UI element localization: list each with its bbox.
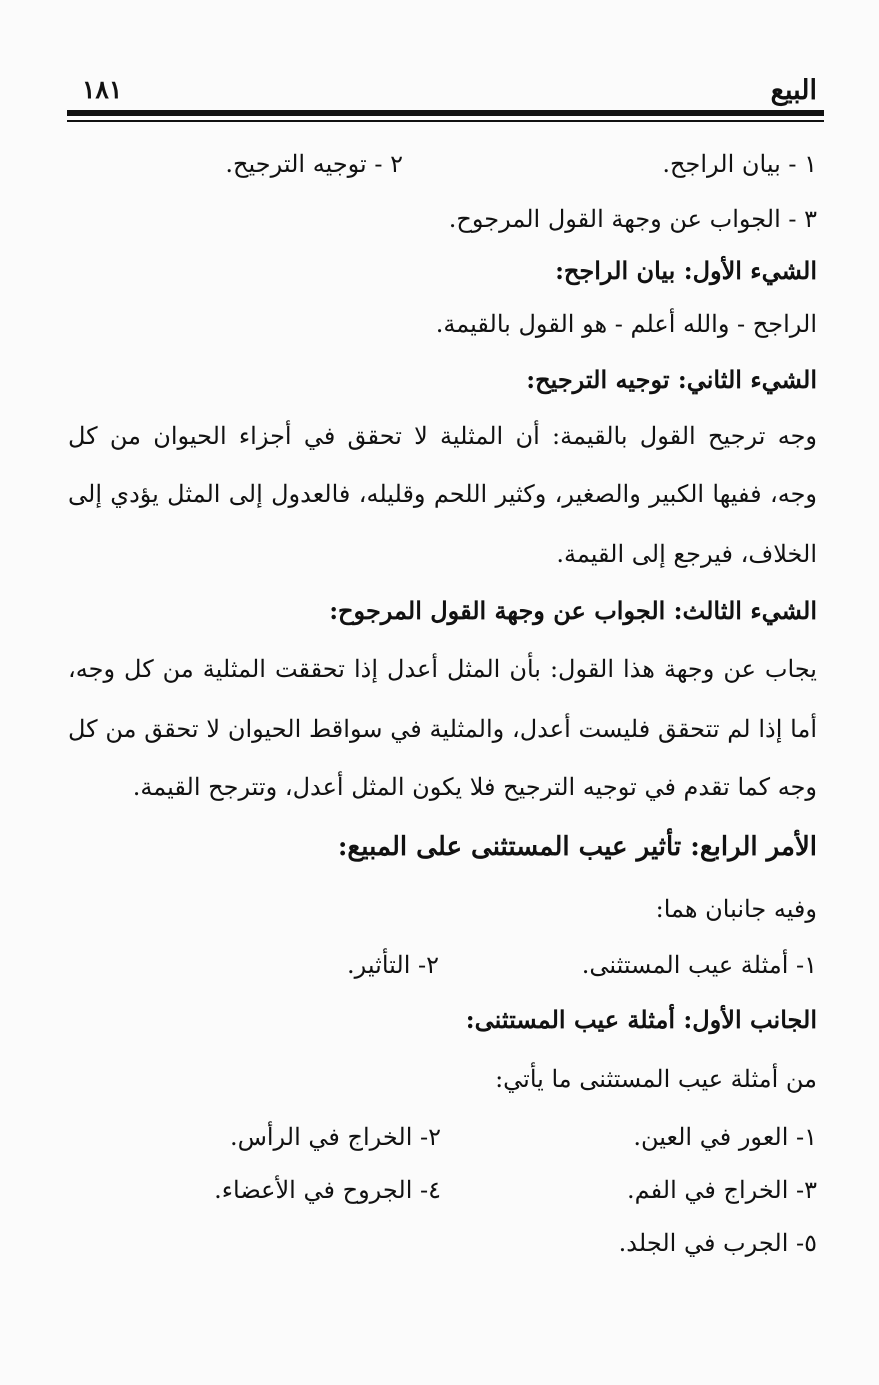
list-item: ٣- الخراج في الفم. xyxy=(627,1176,817,1204)
list-item: ١ - بيان الراجح. xyxy=(662,150,817,178)
list-item: ١- العور في العين. xyxy=(633,1123,817,1151)
paragraph-line: الخلاف، فيرجع إلى القيمة. xyxy=(556,540,817,568)
paragraph-line: أما إذا لم تتحقق فليست أعدل، والمثلية في سواقط الحيوان لا تحقق من كل xyxy=(68,715,817,743)
paragraph-line: وجه كما تقدم في توجيه الترجيح فلا يكون المثل أعدل، وتترجح القيمة. xyxy=(132,773,817,801)
section-heading: الأمر الرابع: تأثير عيب المستثنى على المبيع: xyxy=(337,832,817,862)
paragraph-line: وجه، ففيها الكبير والصغير، وكثير اللحم وقليله، فالعدول إلى المثل يؤدي إلى xyxy=(68,480,817,508)
header-rule-thick xyxy=(67,110,824,116)
list-item: ٣ - الجواب عن وجهة القول المرجوح. xyxy=(448,205,817,233)
list-item: ٢- الخراج في الرأس. xyxy=(229,1123,441,1151)
paragraph-line: وجه ترجيح القول بالقيمة: أن المثلية لا تحقق في أجزاء الحيوان من كل xyxy=(68,422,817,450)
list-item: ٥- الجرب في الجلد. xyxy=(618,1229,817,1257)
header-rule-thin xyxy=(67,120,824,122)
list-item: ١- أمثلة عيب المستثنى. xyxy=(581,951,817,979)
section-heading: الشيء الثالث: الجواب عن وجهة القول المرجوح: xyxy=(329,596,817,625)
section-heading: الشيء الأول: بيان الراجح: xyxy=(555,256,817,285)
paragraph-line: يجاب عن وجهة هذا القول: بأن المثل أعدل إذا تحققت المثلية من كل وجه، xyxy=(68,655,817,683)
running-header-title: البيع xyxy=(770,75,817,106)
section-heading: الجانب الأول: أمثلة عيب المستثنى: xyxy=(465,1005,817,1034)
paragraph-line: وفيه جانبان هما: xyxy=(655,895,817,923)
list-item: ٤- الجروح في الأعضاء. xyxy=(214,1176,441,1204)
paragraph-line: الراجح - والله أعلم - هو القول بالقيمة. xyxy=(435,310,817,338)
list-item: ٢ - توجيه الترجيح. xyxy=(225,150,403,178)
section-heading: الشيء الثاني: توجيه الترجيح: xyxy=(526,365,817,394)
list-item: ٢- التأثير. xyxy=(347,951,439,979)
page-number: ١٨١ xyxy=(82,75,123,104)
paragraph-line: من أمثلة عيب المستثنى ما يأتي: xyxy=(495,1065,817,1093)
